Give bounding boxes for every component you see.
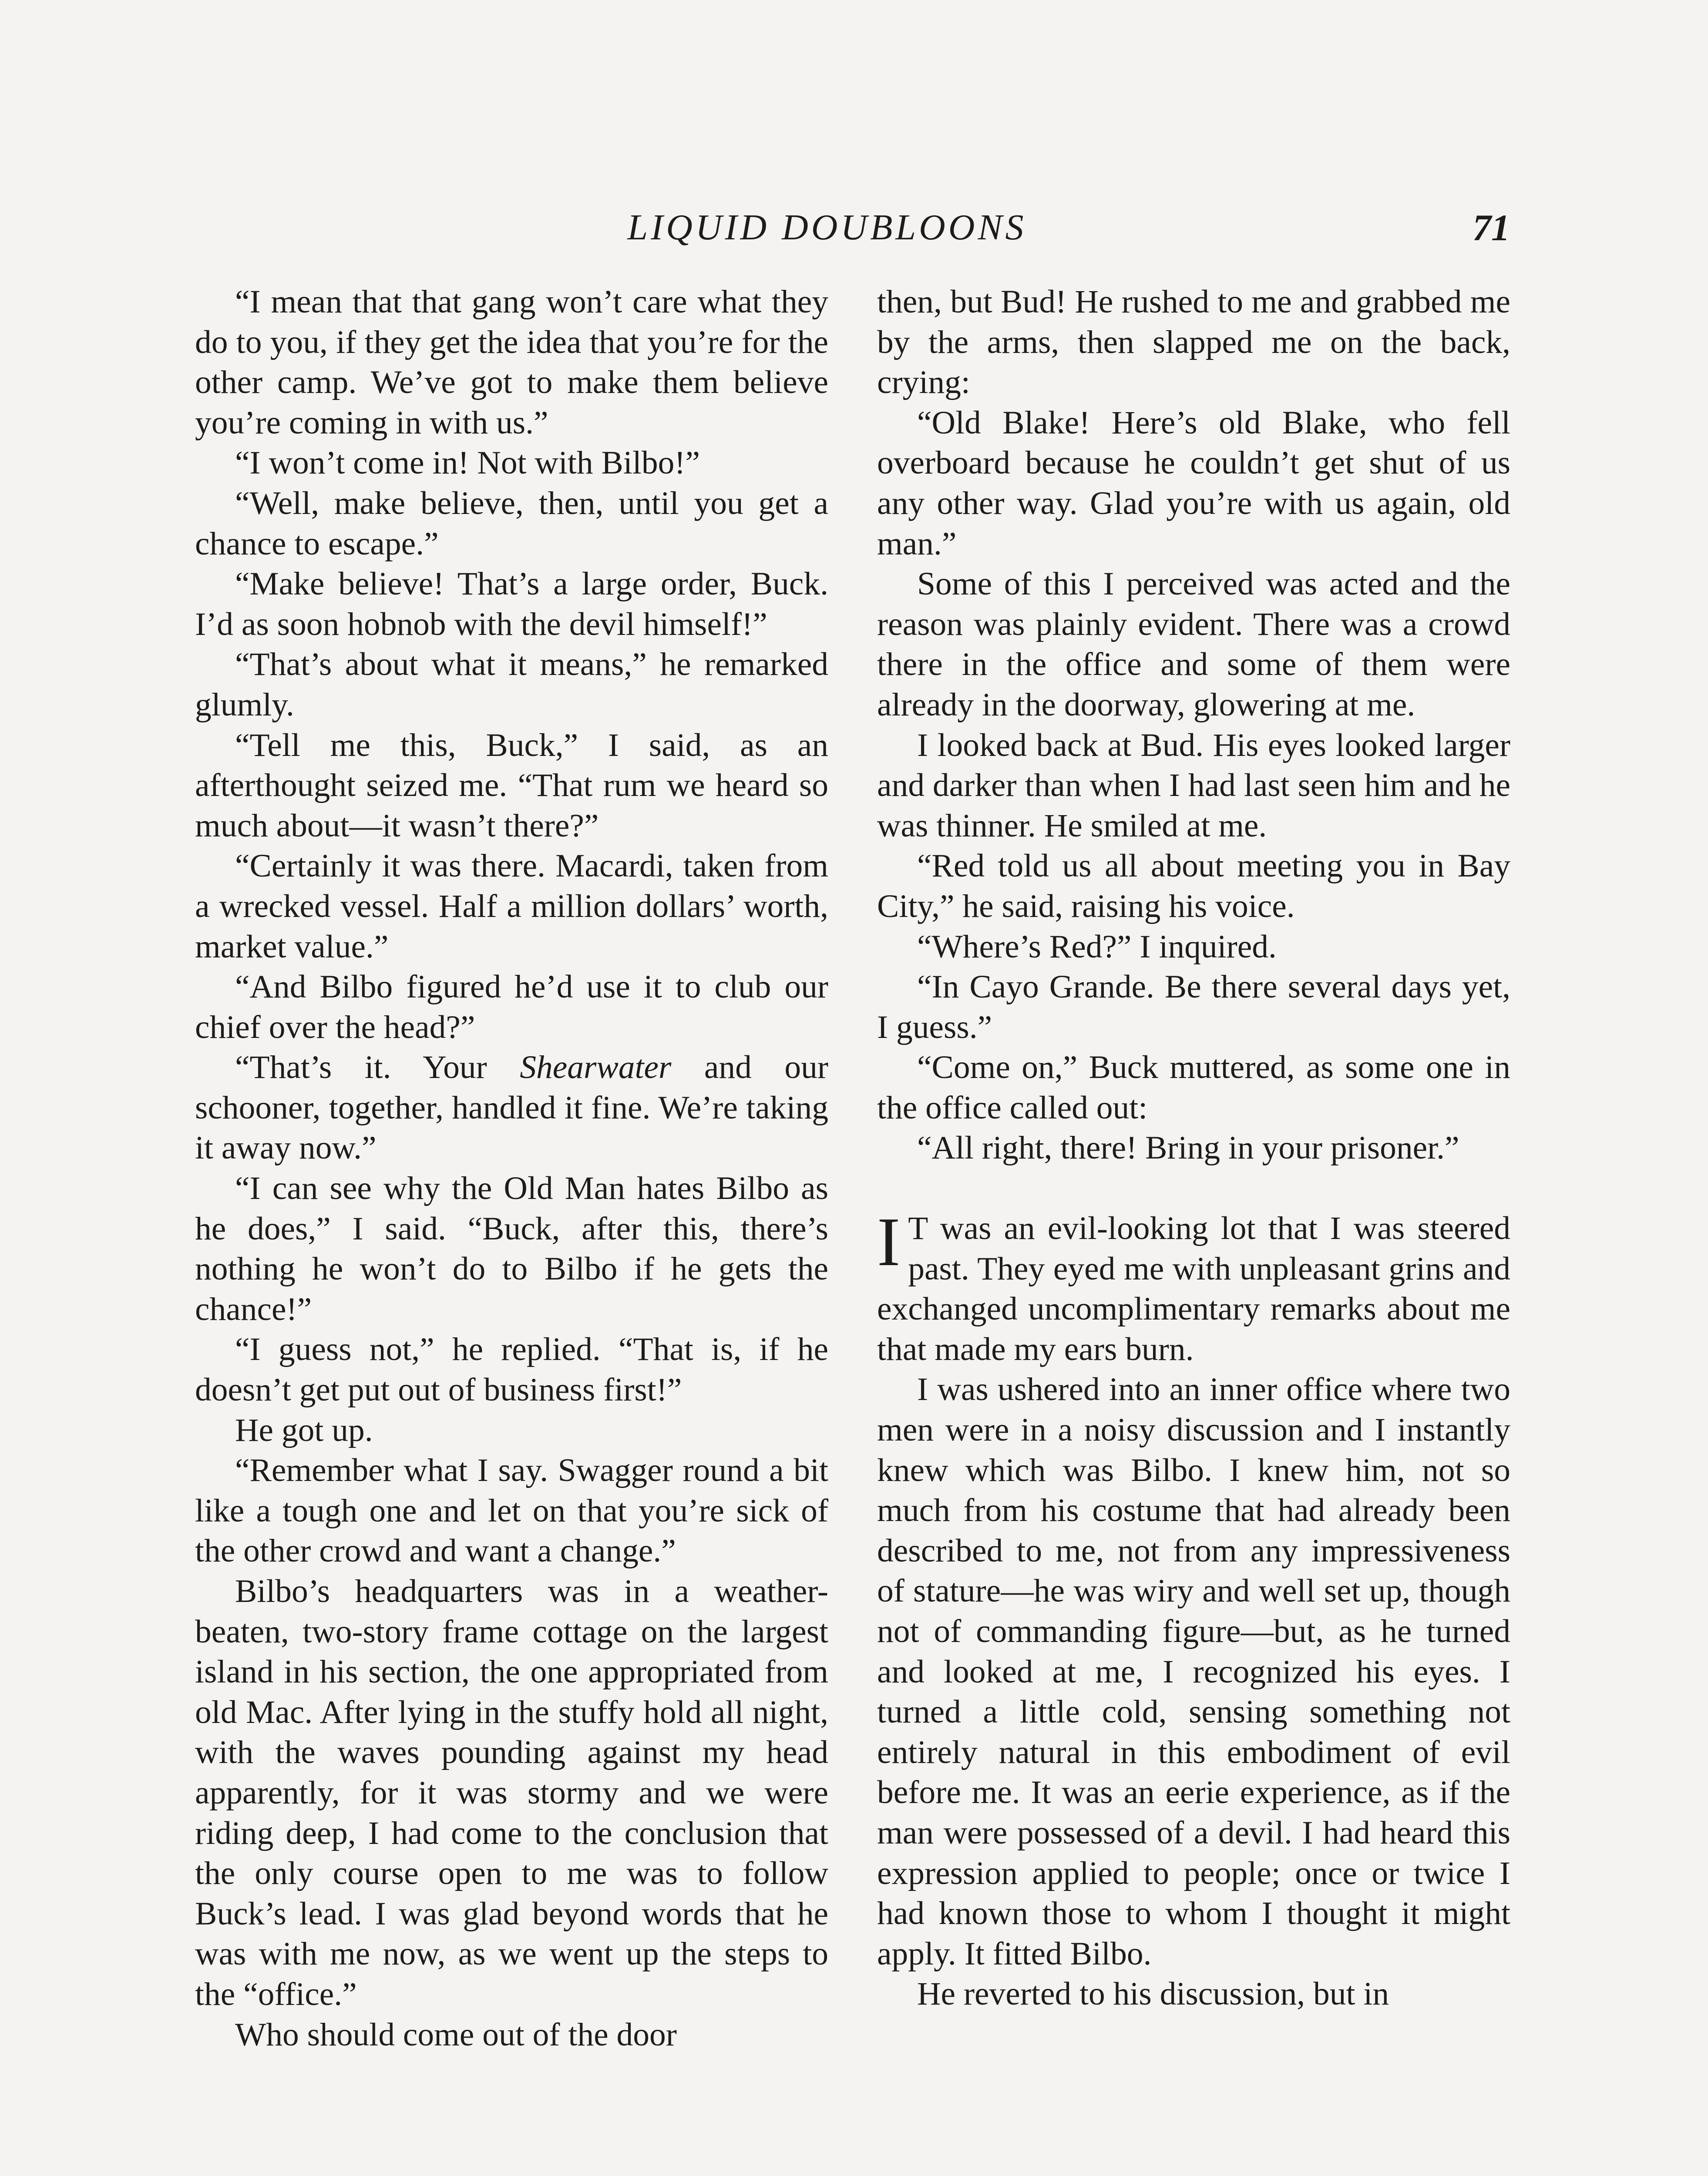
section-start-paragraph — [877, 1203, 1510, 1370]
left-column — [195, 282, 828, 2055]
paragraph: Bilbo’s headquarters was in a weather-beaten, two-story frame cottage on the largest island in his section, the one appropriated from old Mac. After lying in the stuffy hold all night, with the waves pounding against my head apparently, for it was stormy and we were riding deep, I had come to the conclusion that the only course open to me was to follow Buck’s lead. I was glad beyond words that he was with me now, as we went up the steps to the “office.” — [195, 1573, 828, 2012]
paragraph: “And Bilbo figured he’d use it to club our chief over the head?” — [195, 969, 828, 1045]
paragraph-text: and our schooner, together, handled it fine. We’re taking it away now.” — [195, 1049, 829, 1166]
paragraph: “All right, there! Bring in your prisoner.” — [917, 1130, 1459, 1166]
paragraph: He got up. — [235, 1412, 373, 1448]
paragraph: “I won’t come in! Not with Bilbo!” — [235, 445, 700, 481]
paragraph: “I can see why the Old Man hates Bilbo as he does,” I said. “Buck, after this, there’s nothing he won’t do to Bilbo if he gets the chance!” — [195, 1170, 828, 1327]
right-column — [877, 282, 1510, 2015]
paragraph: Some of this I perceived was acted and the reason was plainly evident. There was a crowd there in the office and some of them were already in the doorway, glowering at me. — [877, 566, 1510, 723]
paragraph: “I mean that that gang won’t care what they do to you, if they get the idea that you’re for the other camp. We’ve got to make them believe you’re coming in with us.” — [195, 284, 828, 441]
paragraph: I looked back at Bud. His eyes looked larger and darker than when I had last seen him and he was thinner. He smiled at me. — [877, 727, 1510, 844]
paragraph: “I guess not,” he replied. “That is, if he doesn’t get put out of business first!” — [195, 1331, 828, 1408]
continued-paragraph: then, but Bud! He rushed to me and grabbed me by the arms, then slapped me on the back, crying: — [877, 284, 1510, 401]
paragraph: “Make believe! That’s a large order, Buck. I’d as soon hobnob with the devil himself!” — [195, 566, 828, 642]
paragraph: “Certainly it was there. Macardi, taken from a wrecked vessel. Half a million dollars’ worth, market value.” — [195, 848, 828, 965]
paragraph: He reverted to his discussion, but in — [917, 1976, 1389, 2012]
paragraph-text: T was an evil-looking lot that I was steered past. They eyed me with unpleasant grins and exchanged uncomplimentary remarks about me that made my ears burn. — [877, 1210, 1510, 1367]
paragraph: Who should come out of the door — [235, 2016, 677, 2053]
paragraph: “Old Blake! Here’s old Blake, who fell overboard because he couldn’t get shut of us any other way. Glad you’re with us again, old man.” — [877, 404, 1510, 562]
paragraph — [195, 1048, 828, 1169]
running-head — [0, 204, 1708, 252]
page-number: 71 — [1473, 207, 1510, 248]
paragraph-text: “That’s it. Your — [235, 1049, 520, 1086]
paragraph: “Remember what I say. Swagger round a bit like a tough one and let on that you’re sick of the other crowd and want a change.” — [195, 1452, 828, 1569]
paragraph: “In Cayo Grande. Be there several days yet, I guess.” — [877, 969, 1510, 1045]
paragraph: “That’s about what it means,” he remarked glumly. — [195, 646, 828, 723]
paragraph: I was ushered into an inner office where two men were in a noisy discussion and I instantly knew which was Bilbo. I knew him, not so much from his costume that had already been described to me, not from any impressiveness of stature—he was wiry and well set up, though not of commanding figure—but, as he turned and looked at me, I recognized his eyes. I turned a little cold, sensing something not entirely natural in this embodiment of evil before me. It was an eerie experience, as if the man were possessed of a devil. I had heard this expression applied to people; once or twice I had known those to whom I thought it might apply. It fitted Bilbo. — [877, 1371, 1510, 1972]
paragraph: “Where’s Red?” I inquired. — [917, 928, 1277, 965]
ship-name: Shearwater — [520, 1049, 672, 1086]
running-title: LIQUID DOUBLOONS — [627, 207, 1027, 248]
paragraph: “Tell me this, Buck,” I said, as an afterthought seized me. “That rum we heard so much about—it wasn’t there?” — [195, 727, 828, 844]
paragraph: “Well, make believe, then, until you get a chance to escape.” — [195, 485, 828, 562]
paragraph: “Come on,” Buck muttered, as some one in the office called out: — [877, 1049, 1510, 1126]
paragraph: “Red told us all about meeting you in Bay City,” he said, raising his voice. — [877, 848, 1510, 924]
drop-cap: I — [877, 1203, 901, 1281]
